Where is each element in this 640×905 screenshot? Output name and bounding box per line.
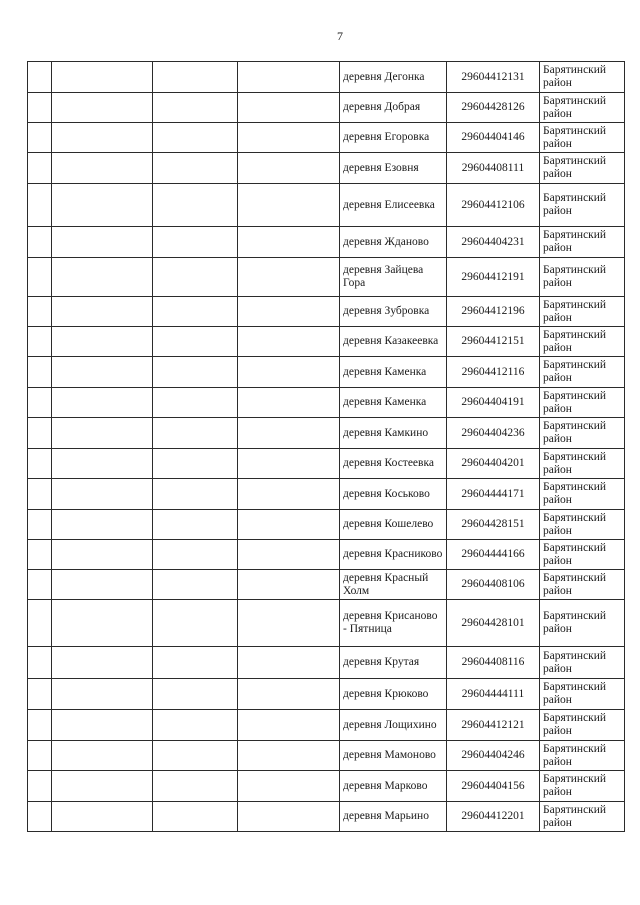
- district-cell: [540, 802, 625, 832]
- district-cell: [540, 258, 625, 297]
- oktmo-code-cell: 29604412191: [447, 258, 540, 297]
- empty-cell: [52, 679, 153, 710]
- empty-cell: [28, 741, 52, 771]
- oktmo-code-cell: 29604412196: [447, 297, 540, 327]
- district-text: Барятинский: [543, 773, 607, 785]
- empty-cell: [153, 93, 238, 123]
- table-row: [28, 418, 625, 449]
- empty-cell: [52, 600, 153, 647]
- empty-cell: [153, 710, 238, 741]
- oktmo-code-cell: 29604412121: [447, 710, 540, 741]
- empty-cell: [28, 123, 52, 153]
- empty-cell: [28, 449, 52, 479]
- district-text: Барятинский: [543, 298, 607, 311]
- district-text: район: [543, 524, 572, 537]
- empty-cell: [238, 297, 340, 327]
- district-text: Барятинский: [543, 420, 607, 432]
- empty-cell: [52, 258, 153, 297]
- oktmo-code-cell: 29604412116: [447, 357, 540, 388]
- empty-cell: [238, 357, 340, 388]
- district-cell: [540, 570, 625, 600]
- empty-cell: [52, 153, 153, 184]
- empty-cell: [52, 540, 153, 570]
- district-text: Барятинский: [543, 229, 607, 241]
- table-row: [28, 540, 625, 570]
- district-cell: [540, 679, 625, 710]
- oktmo-code-cell: 29604404246: [447, 741, 540, 771]
- settlement-name-cell: деревня Крутая: [340, 647, 447, 679]
- empty-cell: [28, 510, 52, 540]
- empty-cell: [153, 771, 238, 802]
- district-cell: [540, 227, 625, 258]
- table-row: [28, 600, 625, 647]
- district-text: Барятинский: [543, 742, 607, 755]
- oktmo-code-cell: 29604444171: [447, 479, 540, 510]
- district-cell: [540, 418, 625, 449]
- district-text: район: [543, 341, 572, 354]
- table-row: [28, 153, 625, 184]
- district-text: Барятинский: [543, 264, 607, 276]
- empty-cell: [52, 570, 153, 600]
- empty-cell: [28, 327, 52, 357]
- district-text: Барятинский: [543, 192, 607, 204]
- empty-cell: [52, 93, 153, 123]
- settlement-name-cell: деревня Лощихино: [340, 710, 447, 741]
- table-row: [28, 647, 625, 679]
- empty-cell: [52, 647, 153, 679]
- empty-cell: [238, 62, 340, 93]
- district-text: район: [543, 662, 572, 675]
- district-text: Барятинский: [543, 712, 607, 724]
- empty-cell: [238, 510, 340, 540]
- empty-cell: [238, 153, 340, 184]
- empty-cell: [153, 227, 238, 258]
- district-text: район: [543, 402, 572, 415]
- empty-cell: [28, 802, 52, 832]
- empty-cell: [28, 153, 52, 184]
- table-row: [28, 741, 625, 771]
- oktmo-code-cell: 29604428151: [447, 510, 540, 540]
- page-number: 7: [337, 29, 343, 43]
- empty-cell: [52, 184, 153, 227]
- district-text: район: [543, 755, 572, 768]
- table-row: [28, 510, 625, 540]
- empty-cell: [52, 741, 153, 771]
- district-text: район: [543, 77, 572, 89]
- district-text: Барятинский: [543, 803, 607, 816]
- empty-cell: [28, 184, 52, 227]
- empty-cell: [153, 153, 238, 184]
- empty-cell: [52, 771, 153, 802]
- table-row: [28, 184, 625, 227]
- table-row: [28, 123, 625, 153]
- empty-cell: [153, 679, 238, 710]
- table-row: [28, 62, 625, 93]
- empty-cell: [238, 258, 340, 297]
- empty-cell: [153, 741, 238, 771]
- table-row: [28, 327, 625, 357]
- oktmo-code-cell: 29604404231: [447, 227, 540, 258]
- empty-cell: [153, 449, 238, 479]
- settlement-name-cell: деревня Марьино: [340, 802, 447, 832]
- district-cell: [540, 771, 625, 802]
- district-text: район: [543, 107, 572, 120]
- district-text: район: [543, 205, 572, 217]
- empty-cell: [28, 679, 52, 710]
- empty-cell: [153, 258, 238, 297]
- oktmo-code-cell: 29604404156: [447, 771, 540, 802]
- settlement-name-cell: деревня Костеевка: [340, 449, 447, 479]
- empty-cell: [28, 570, 52, 600]
- empty-cell: [238, 123, 340, 153]
- table-row: [28, 93, 625, 123]
- district-text: район: [543, 725, 572, 737]
- empty-cell: [52, 710, 153, 741]
- empty-cell: [238, 647, 340, 679]
- district-text: Барятинский: [543, 64, 607, 76]
- oktmo-code-cell: 29604428126: [447, 93, 540, 123]
- table-row: [28, 771, 625, 802]
- district-cell: [540, 327, 625, 357]
- empty-cell: [238, 771, 340, 802]
- empty-cell: [153, 802, 238, 832]
- empty-cell: [153, 357, 238, 388]
- empty-cell: [52, 388, 153, 418]
- settlement-name-cell: деревня Каменка: [340, 388, 447, 418]
- table-row: [28, 297, 625, 327]
- district-cell: [540, 357, 625, 388]
- empty-cell: [52, 357, 153, 388]
- district-text: Барятинский: [543, 511, 607, 524]
- district-text: Барятинский: [543, 155, 607, 167]
- district-cell: [540, 510, 625, 540]
- oktmo-code-cell: 29604404191: [447, 388, 540, 418]
- district-cell: [540, 647, 625, 679]
- empty-cell: [238, 327, 340, 357]
- table-row: [28, 388, 625, 418]
- settlement-name-cell: деревня Красный Холм: [340, 570, 447, 600]
- empty-cell: [52, 297, 153, 327]
- empty-cell: [28, 479, 52, 510]
- empty-cell: [52, 62, 153, 93]
- oktmo-code-cell: 29604404201: [447, 449, 540, 479]
- empty-cell: [28, 357, 52, 388]
- empty-cell: [153, 418, 238, 449]
- empty-cell: [153, 570, 238, 600]
- table-row: [28, 570, 625, 600]
- table-body: [28, 62, 625, 832]
- settlement-name-cell: деревня Зайцева Гора: [340, 258, 447, 297]
- empty-cell: [153, 327, 238, 357]
- district-text: Барятинский: [543, 481, 607, 493]
- district-text: Барятинский: [543, 359, 607, 371]
- district-text: Барятинский: [543, 124, 607, 137]
- district-cell: [540, 449, 625, 479]
- district-text: район: [543, 463, 572, 476]
- district-text: район: [543, 554, 572, 567]
- empty-cell: [28, 710, 52, 741]
- empty-cell: [52, 227, 153, 258]
- empty-cell: [28, 388, 52, 418]
- oktmo-code-cell: 29604444111: [447, 679, 540, 710]
- empty-cell: [52, 802, 153, 832]
- empty-cell: [28, 258, 52, 297]
- settlement-name-cell: деревня Коськово: [340, 479, 447, 510]
- empty-cell: [153, 479, 238, 510]
- district-text: район: [543, 623, 572, 635]
- district-cell: [540, 93, 625, 123]
- settlement-name-cell: деревня Езовня: [340, 153, 447, 184]
- district-text: район: [543, 494, 572, 506]
- district-text: район: [543, 433, 572, 445]
- table-row: [28, 802, 625, 832]
- district-cell: [540, 388, 625, 418]
- oktmo-code-cell: 29604412106: [447, 184, 540, 227]
- empty-cell: [52, 510, 153, 540]
- empty-cell: [238, 679, 340, 710]
- district-text: Барятинский: [543, 450, 607, 463]
- district-cell: [540, 62, 625, 93]
- district-text: Барятинский: [543, 541, 607, 554]
- district-cell: [540, 479, 625, 510]
- empty-cell: [238, 802, 340, 832]
- empty-cell: [52, 418, 153, 449]
- table-row: [28, 710, 625, 741]
- empty-cell: [52, 479, 153, 510]
- empty-cell: [28, 62, 52, 93]
- district-text: Барятинский: [543, 610, 607, 622]
- empty-cell: [28, 540, 52, 570]
- district-text: район: [543, 694, 572, 706]
- empty-cell: [52, 327, 153, 357]
- oktmo-code-cell: 29604408111: [447, 153, 540, 184]
- table-row: [28, 227, 625, 258]
- empty-cell: [153, 540, 238, 570]
- district-text: Барятинский: [543, 389, 607, 402]
- district-text: Барятинский: [543, 681, 607, 693]
- oktmo-code-cell: 29604408106: [447, 570, 540, 600]
- empty-cell: [28, 600, 52, 647]
- district-text: Барятинский: [543, 328, 607, 341]
- empty-cell: [238, 741, 340, 771]
- empty-cell: [52, 449, 153, 479]
- district-cell: [540, 741, 625, 771]
- settlement-name-cell: деревня Добрая: [340, 93, 447, 123]
- district-text: район: [543, 168, 572, 180]
- empty-cell: [28, 771, 52, 802]
- settlement-name-cell: деревня Егоровка: [340, 123, 447, 153]
- district-text: Барятинский: [543, 649, 607, 662]
- oktmo-code-cell: 29604412131: [447, 62, 540, 93]
- district-text: район: [543, 311, 572, 324]
- district-text: район: [543, 277, 572, 289]
- oktmo-code-cell: 29604404146: [447, 123, 540, 153]
- empty-cell: [153, 600, 238, 647]
- table-row: [28, 357, 625, 388]
- district-cell: [540, 710, 625, 741]
- empty-cell: [153, 123, 238, 153]
- empty-cell: [238, 184, 340, 227]
- empty-cell: [52, 123, 153, 153]
- district-cell: [540, 153, 625, 184]
- settlement-name-cell: деревня Каменка: [340, 357, 447, 388]
- settlements-table: [27, 61, 625, 832]
- empty-cell: [153, 510, 238, 540]
- empty-cell: [28, 93, 52, 123]
- district-text: район: [543, 584, 572, 597]
- empty-cell: [153, 297, 238, 327]
- oktmo-code-cell: 29604428101: [447, 600, 540, 647]
- empty-cell: [238, 93, 340, 123]
- oktmo-code-cell: 29604404236: [447, 418, 540, 449]
- settlement-name-cell: деревня Крисаново - Пятница: [340, 600, 447, 647]
- settlement-name-cell: деревня Мамоново: [340, 741, 447, 771]
- oktmo-code-cell: 29604444166: [447, 540, 540, 570]
- empty-cell: [238, 710, 340, 741]
- oktmo-code-cell: 29604412201: [447, 802, 540, 832]
- empty-cell: [238, 540, 340, 570]
- settlement-name-cell: деревня Камкино: [340, 418, 447, 449]
- empty-cell: [28, 297, 52, 327]
- district-text: район: [543, 786, 572, 798]
- empty-cell: [238, 570, 340, 600]
- district-text: район: [543, 816, 572, 829]
- settlement-name-cell: деревня Марково: [340, 771, 447, 802]
- district-text: район: [543, 137, 572, 150]
- district-cell: [540, 123, 625, 153]
- settlement-name-cell: деревня Кошелево: [340, 510, 447, 540]
- district-cell: [540, 540, 625, 570]
- district-cell: [540, 184, 625, 227]
- empty-cell: [238, 479, 340, 510]
- empty-cell: [28, 418, 52, 449]
- table-row: [28, 479, 625, 510]
- settlement-name-cell: деревня Зубровка: [340, 297, 447, 327]
- empty-cell: [238, 227, 340, 258]
- empty-cell: [238, 449, 340, 479]
- empty-cell: [238, 418, 340, 449]
- oktmo-code-cell: 29604412151: [447, 327, 540, 357]
- settlement-name-cell: деревня Красниково: [340, 540, 447, 570]
- empty-cell: [28, 647, 52, 679]
- district-text: район: [543, 242, 572, 254]
- empty-cell: [238, 388, 340, 418]
- empty-cell: [238, 600, 340, 647]
- settlement-name-cell: деревня Дегонка: [340, 62, 447, 93]
- district-cell: [540, 600, 625, 647]
- settlement-name-cell: деревня Казакеевка: [340, 327, 447, 357]
- empty-cell: [153, 62, 238, 93]
- table-row: [28, 258, 625, 297]
- table-row: [28, 449, 625, 479]
- oktmo-code-cell: 29604408116: [447, 647, 540, 679]
- empty-cell: [153, 388, 238, 418]
- table-row: [28, 679, 625, 710]
- district-text: Барятинский: [543, 571, 607, 584]
- district-text: Барятинский: [543, 94, 607, 107]
- empty-cell: [153, 184, 238, 227]
- empty-cell: [153, 647, 238, 679]
- settlement-name-cell: деревня Жданово: [340, 227, 447, 258]
- district-cell: [540, 297, 625, 327]
- settlement-name-cell: деревня Елисеевка: [340, 184, 447, 227]
- settlement-name-cell: деревня Крюково: [340, 679, 447, 710]
- empty-cell: [28, 227, 52, 258]
- district-text: район: [543, 372, 572, 384]
